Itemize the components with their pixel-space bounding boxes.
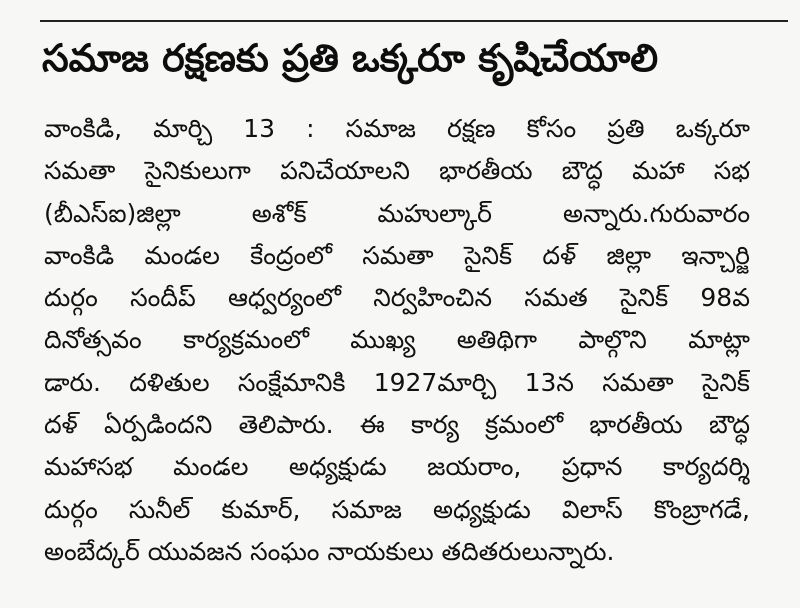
top-rule [40, 20, 788, 22]
body-line-11: అంబేద్కర్ యువజన సంఘం నాయకులు తదితరులున్నారు. [44, 536, 615, 566]
body-line-10: దుర్గం సునీల్ కుమార్, సమాజ అధ్యక్షుడు విలాస్ కొంబ్రాగడే, [44, 494, 750, 524]
body-line-5: దుర్గం సందీప్ ఆధ్వర్యంలో నిర్వహించిన సమత సైనిక్ 98వ [44, 283, 750, 313]
body-line-7: డారు. దళితుల సంక్షేమానికి 1927మార్చి 13న సమతా సైనిక్ [44, 367, 750, 397]
body-line-2: సమతా సైనికులుగా పనిచేయాలని భారతీయ బౌద్ధ మహా సభ [44, 156, 750, 186]
body-line-3: (బీఎస్ఐ)జిల్లా అశోక్ మహుల్కార్ అన్నారు.గురువారం [44, 198, 750, 228]
body-line-9: మహాసభ మండల అధ్యక్షుడు జయరాం, ప్రధాన కార్యదర్శి [44, 452, 750, 482]
article-body [44, 108, 750, 573]
article-headline: సమాజ రక్షణకు ప్రతి ఒక్కరూ కృషిచేయాలి [42, 36, 659, 80]
body-line-6: దినోత్సవం కార్యక్రమంలో ముఖ్య అతిథిగా పాల్గొని మాట్లా [44, 325, 750, 355]
body-line-8: దళ్ ఏర్పడిందని తెలిపారు. ఈ కార్య క్రమంలో భారతీయ బౌద్ధ [44, 410, 750, 440]
body-line-4: వాంకిడి మండల కేంద్రంలో సమతా సైనిక్ దళ్ జిల్లా ఇన్చార్జి [44, 240, 750, 270]
body-line-1: వాంకిడి, మార్చి 13 : సమాజ రక్షణ కోసం ప్రతి ఒక్కరూ [44, 114, 750, 143]
